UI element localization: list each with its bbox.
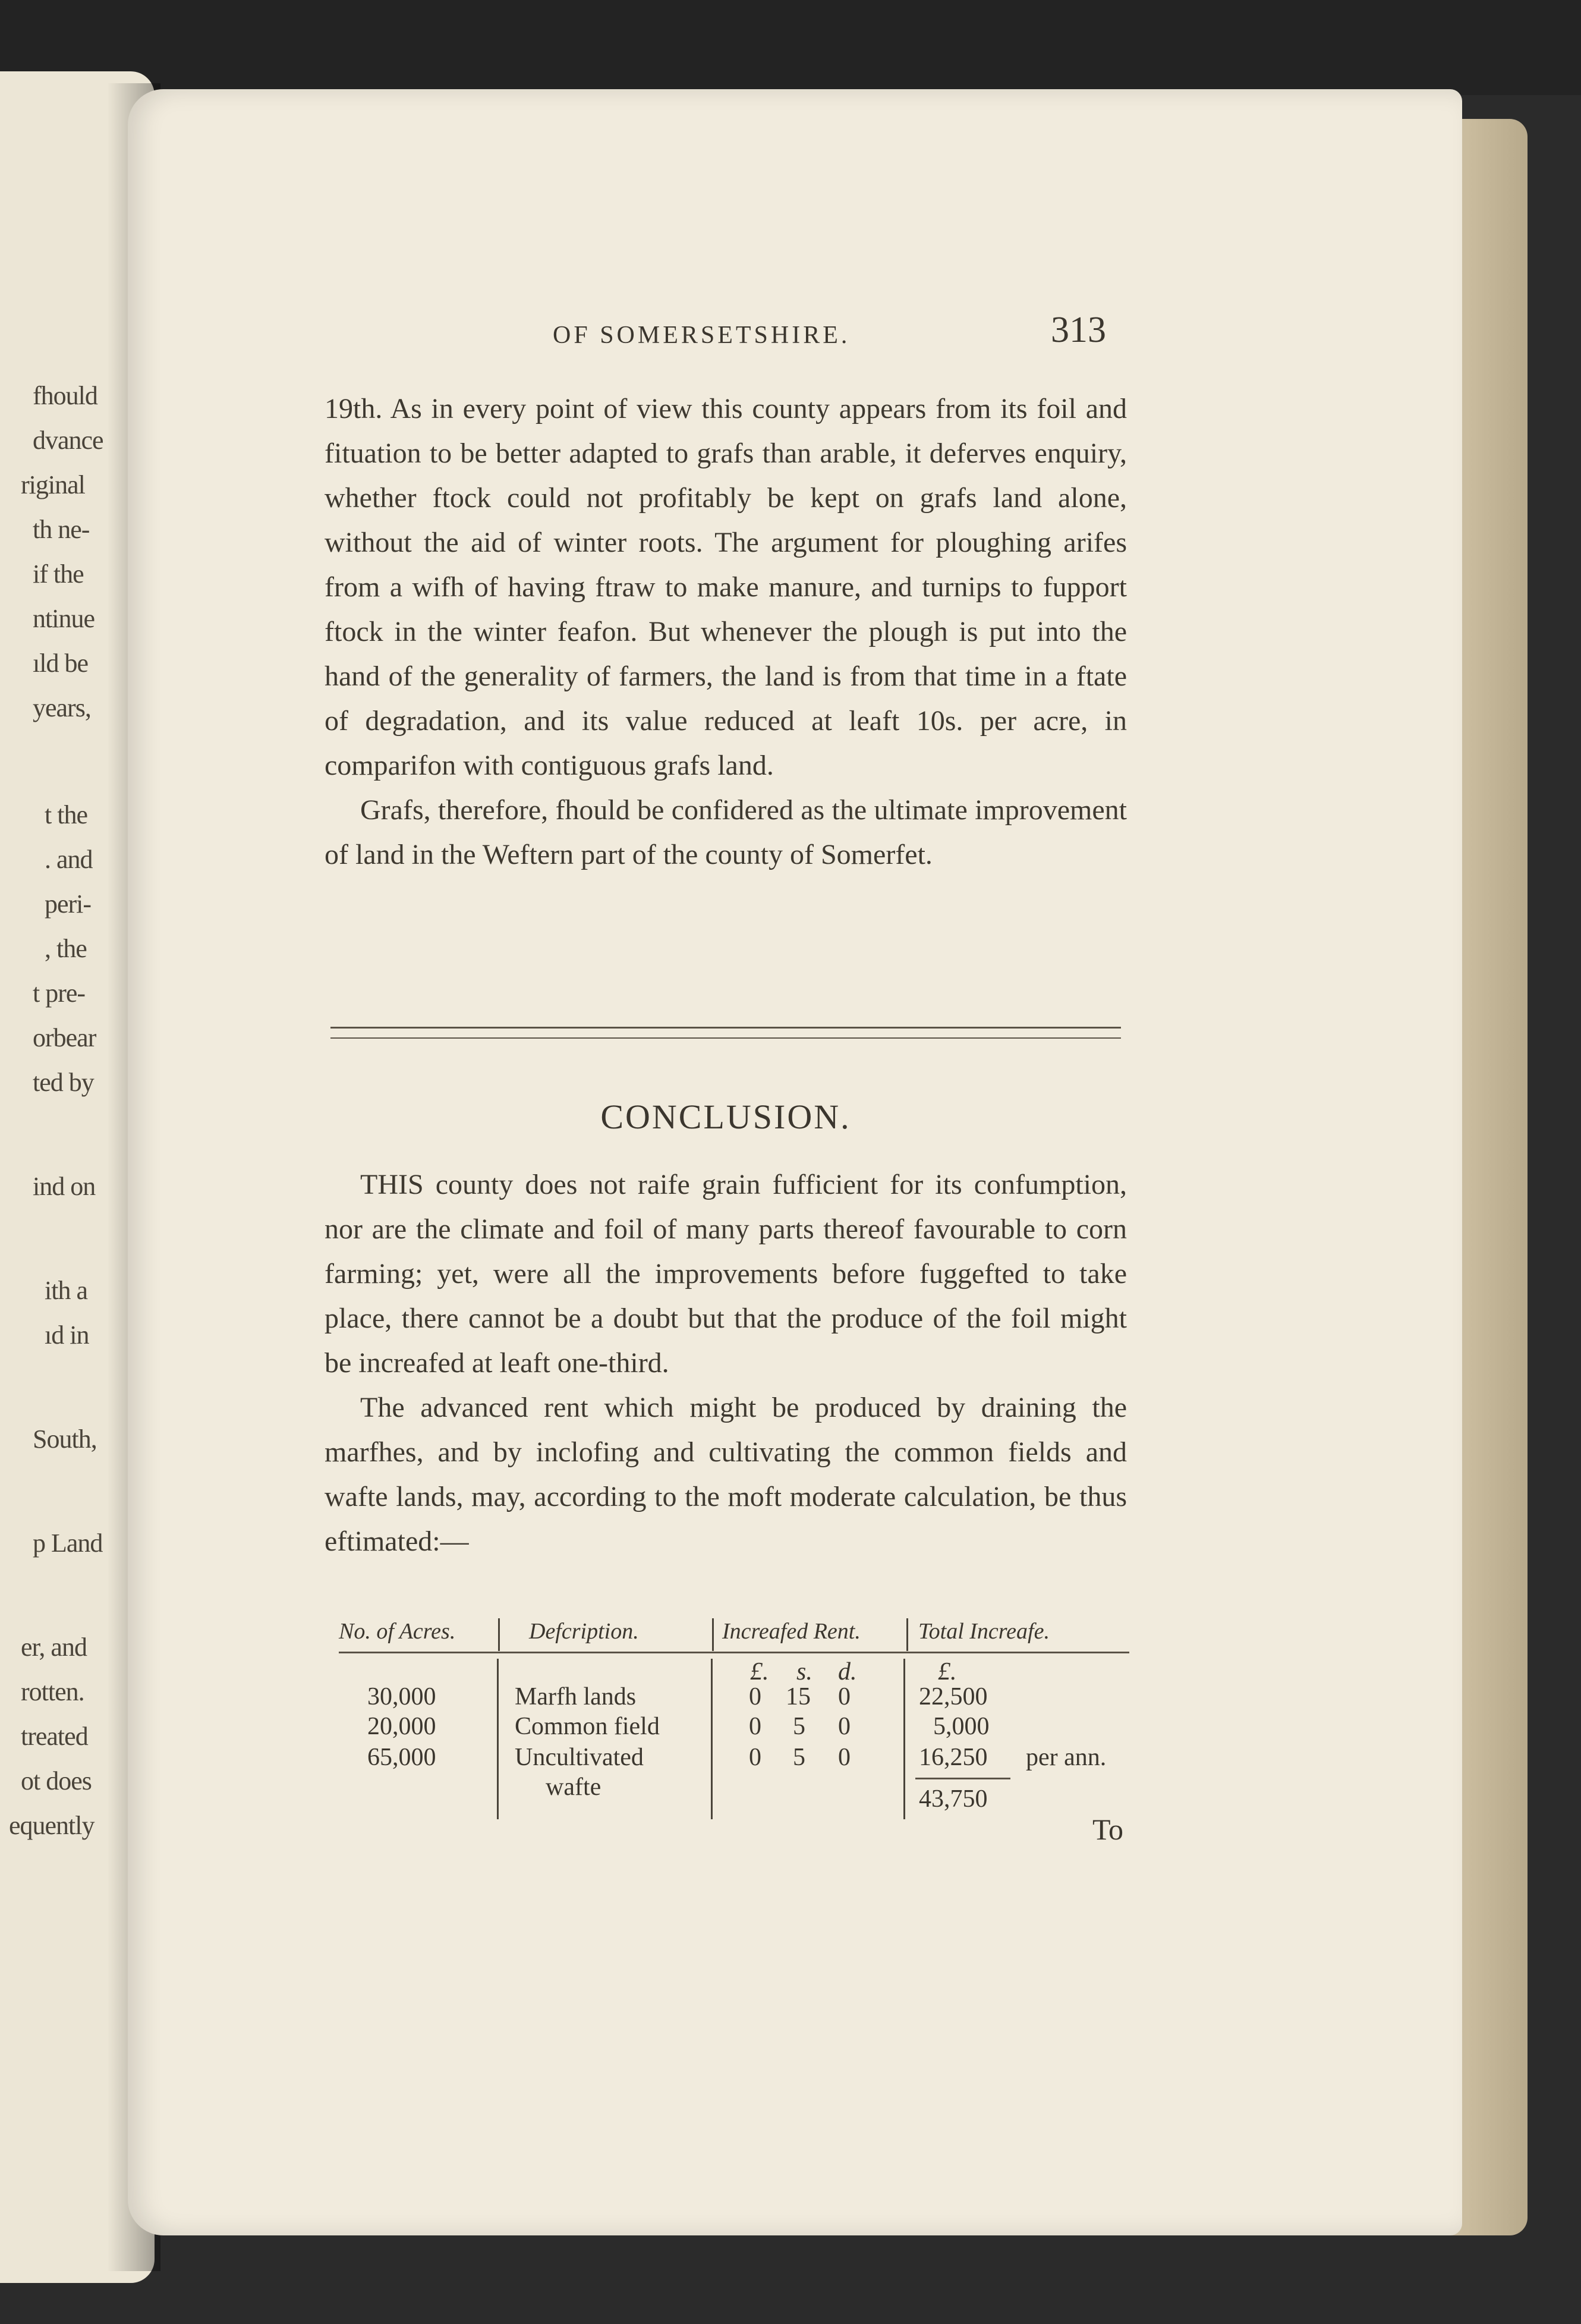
table-header-total: Total Increafe. bbox=[918, 1619, 1050, 1644]
table-header-acres: No. of Acres. bbox=[339, 1619, 456, 1644]
left-page-line: peri- bbox=[45, 889, 92, 919]
section-divider-bottom bbox=[330, 1037, 1121, 1039]
background-top bbox=[0, 0, 1581, 95]
column-line-3 bbox=[903, 1659, 905, 1819]
header-separator-3 bbox=[906, 1618, 908, 1651]
row-3-acres: 65,000 bbox=[367, 1744, 436, 1771]
row-3-pence: 0 bbox=[838, 1744, 851, 1771]
left-page-line: ith a bbox=[45, 1276, 87, 1305]
left-page-line: ıld be bbox=[33, 649, 88, 678]
left-page-line: ind on bbox=[33, 1172, 96, 1201]
left-page-line: er, and bbox=[21, 1633, 87, 1662]
row-2-pence: 0 bbox=[838, 1713, 851, 1740]
conclusion-body bbox=[325, 1162, 1127, 1564]
page-number: 313 bbox=[1051, 310, 1106, 350]
row-3-description-continuation: wafte bbox=[546, 1773, 601, 1801]
left-page-line: equently bbox=[9, 1811, 95, 1840]
row-1-pence: 0 bbox=[838, 1683, 851, 1710]
section-19-paragraph-2: Grafs, therefore, fhould be confidered as the ultimate improvement of land in the Weftern part of the county of Somerfet. bbox=[325, 794, 1127, 870]
row-3-shillings: 5 bbox=[793, 1744, 805, 1771]
column-line-2 bbox=[711, 1659, 713, 1819]
row-3-pounds: 0 bbox=[749, 1744, 761, 1771]
table-header-rule bbox=[339, 1652, 1129, 1653]
row-2-shillings: 5 bbox=[793, 1713, 805, 1740]
section-19-paragraph: 19th. As in every point of view this county appears from its foil and fituation to be better adapted to grafs than arable, it deferves enquiry, whether ftock could not profitably be kept on grafs land alone, without the aid of winter roots. The argument for ploughing arifes from a wifh of having ftraw to make manure, and turnips to fupport ftock in the winter feafon. But whenever the plough is put into the hand of the generality of farmers, the land is from that time in a ftate of degradation, and its value reduced at leaft 10s. per acre, in comparifon with contiguous grafs land. bbox=[325, 393, 1127, 781]
row-2-total: 5,000 bbox=[933, 1713, 990, 1740]
row-2-pounds: 0 bbox=[749, 1713, 761, 1740]
row-3-note: per ann. bbox=[1026, 1744, 1107, 1771]
left-page-line: ot does bbox=[21, 1766, 92, 1795]
running-title: OF SOMERSETSHIRE. bbox=[553, 322, 851, 349]
table-header-description: Defcription. bbox=[529, 1619, 639, 1644]
unit-shillings: s. bbox=[796, 1658, 812, 1685]
row-3-description: Uncultivated bbox=[515, 1744, 644, 1771]
left-page-line: ted by bbox=[33, 1068, 94, 1097]
left-page-line: th ne- bbox=[33, 515, 90, 544]
left-page-line: if the bbox=[33, 559, 84, 589]
conclusion-heading: CONCLUSION. bbox=[600, 1097, 851, 1136]
grand-total: 43,750 bbox=[919, 1785, 988, 1813]
left-page-line: t pre- bbox=[33, 979, 86, 1008]
left-page-line: South, bbox=[33, 1424, 97, 1454]
section-19 bbox=[325, 386, 1127, 877]
table-header-rent: Increafed Rent. bbox=[722, 1619, 861, 1644]
conclusion-paragraph-1: THIS county does not raife grain fufficient for its confumption, nor are the climate and foil of many parts thereof favourable to corn farming; yet, were all the improvements before fuggefted to take place, there cannot be a doubt but that the produce of the foil might be increafed at leaft one-third. bbox=[325, 1169, 1127, 1379]
conclusion-paragraph-2: The advanced rent which might be produced by draining the marfhes, and by inclofing and cultivating the common fields and wafte lands, may, according to the moft moderate calculation, be thus eftimated:— bbox=[325, 1392, 1127, 1557]
left-page-line: riginal bbox=[21, 470, 85, 499]
section-divider-top bbox=[330, 1027, 1121, 1029]
catchword: To bbox=[1092, 1813, 1124, 1846]
header-separator-1 bbox=[498, 1618, 500, 1651]
unit-pence: d. bbox=[838, 1658, 857, 1685]
left-page-line: ıd in bbox=[45, 1320, 89, 1350]
left-page-line: , the bbox=[45, 934, 87, 963]
left-page-line: dvance bbox=[33, 426, 103, 455]
unit-total-pounds: £. bbox=[938, 1658, 957, 1685]
header-separator-2 bbox=[712, 1618, 714, 1651]
column-line-1 bbox=[497, 1659, 499, 1819]
row-2-acres: 20,000 bbox=[367, 1713, 436, 1740]
left-page-line: years, bbox=[33, 693, 91, 722]
left-page-line: ntinue bbox=[33, 604, 95, 633]
row-2-description: Common field bbox=[515, 1713, 660, 1740]
row-1-shillings: 15 bbox=[786, 1683, 811, 1710]
row-3-total: 16,250 bbox=[919, 1744, 988, 1771]
left-page-line: fhould bbox=[33, 381, 97, 410]
row-1-description: Marfh lands bbox=[515, 1683, 637, 1710]
left-page-line: orbear bbox=[33, 1023, 96, 1052]
row-1-pounds: 0 bbox=[749, 1683, 761, 1710]
left-page-line: . and bbox=[45, 845, 93, 874]
unit-pounds: £. bbox=[750, 1658, 769, 1685]
left-page-line: rotten. bbox=[21, 1677, 84, 1706]
row-1-total: 22,500 bbox=[919, 1683, 988, 1710]
left-page-line: treated bbox=[21, 1722, 88, 1751]
left-page-line: p Land bbox=[33, 1529, 103, 1558]
sum-rule bbox=[915, 1778, 1010, 1779]
left-page-line: t the bbox=[45, 800, 87, 829]
row-1-acres: 30,000 bbox=[367, 1683, 436, 1710]
